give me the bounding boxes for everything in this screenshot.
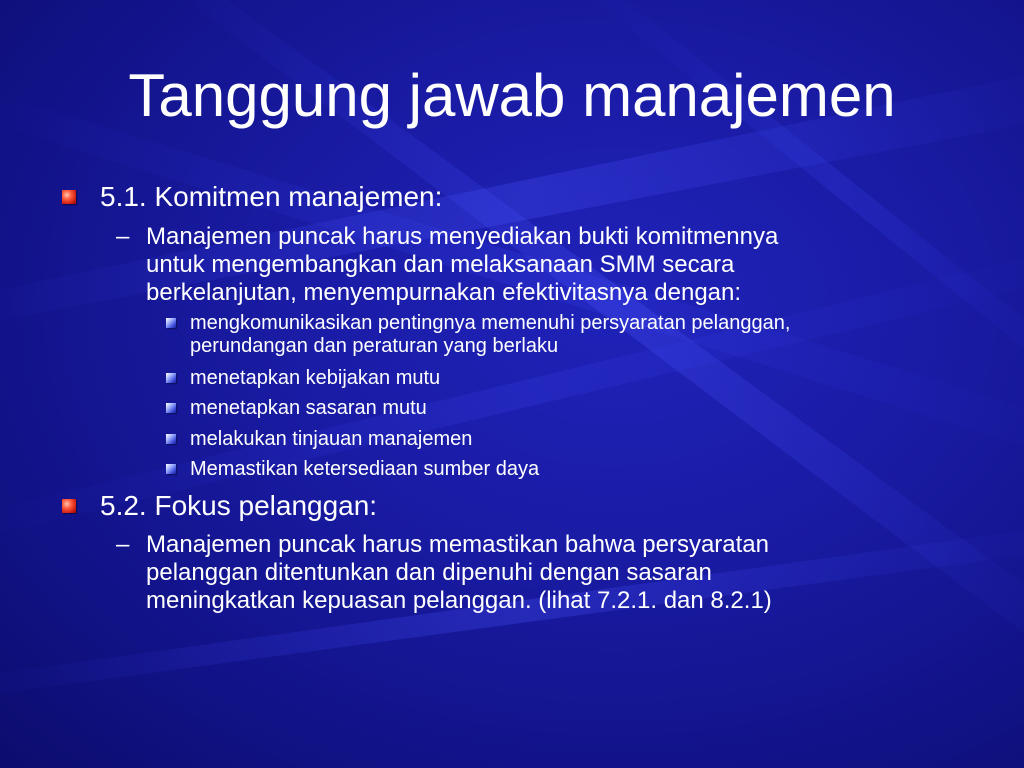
red-square-bullet-icon: [62, 499, 76, 513]
blue-square-bullet-icon: [166, 434, 176, 444]
section-body-text: Manajemen puncak harus memastikan bahwa persyaratan pelanggan ditentunkan dan dipenuhi dengan sasaran meningkatkan kepuasan pelanggan. (lihat 7.2.1. dan 8.2.1): [146, 531, 772, 614]
blue-square-bullet-icon: [166, 403, 176, 413]
section-heading-text: 5.1. Komitmen manajemen:: [100, 181, 443, 212]
dash-bullet: –: [116, 223, 130, 250]
section-body-text: Manajemen puncak harus menyediakan bukti komitmennya untuk mengembangkan dan melaksanaan SMM secara berkelanjutan, menyempurnakan efektivitasnya dengan:: [146, 223, 779, 306]
section-heading-text: 5.2. Fokus pelanggan:: [100, 490, 378, 521]
red-square-bullet-icon: [62, 190, 76, 204]
blue-square-bullet-icon: [166, 373, 176, 383]
slide-title: Tanggung jawab manajemen: [128, 62, 896, 129]
blue-square-bullet-icon: [166, 464, 176, 474]
blue-square-bullet-icon: [166, 318, 176, 328]
slide-content: 5.1. Komitmen manajemen: – Manajemen puncak harus menyediakan bukti komitmennya untuk mengembangkan dan melaksanaan SMM secara berkelanjutan, menyempurnakan efektivitasnya dengan: mengkomunikasikan pentingnya memenuhi persyaratan pelanggan, perundangan dan peraturan yang berlaku menetapkan kebijakan mutu menetapkan sasaran mutu melakukan tinjauan manajemen Memastikan ketersediaan sumber daya 5.2. Fokus pelanggan: – Manajemen puncak harus memastikan bahwa persyaratan pelanggan ditentunkan dan dipenuhi dengan sasaran meningkatkan kepuasan pelanggan. (lihat 7.2.1. dan 8.2.1): [0, 0, 1024, 768]
dash-bullet: –: [116, 531, 130, 558]
